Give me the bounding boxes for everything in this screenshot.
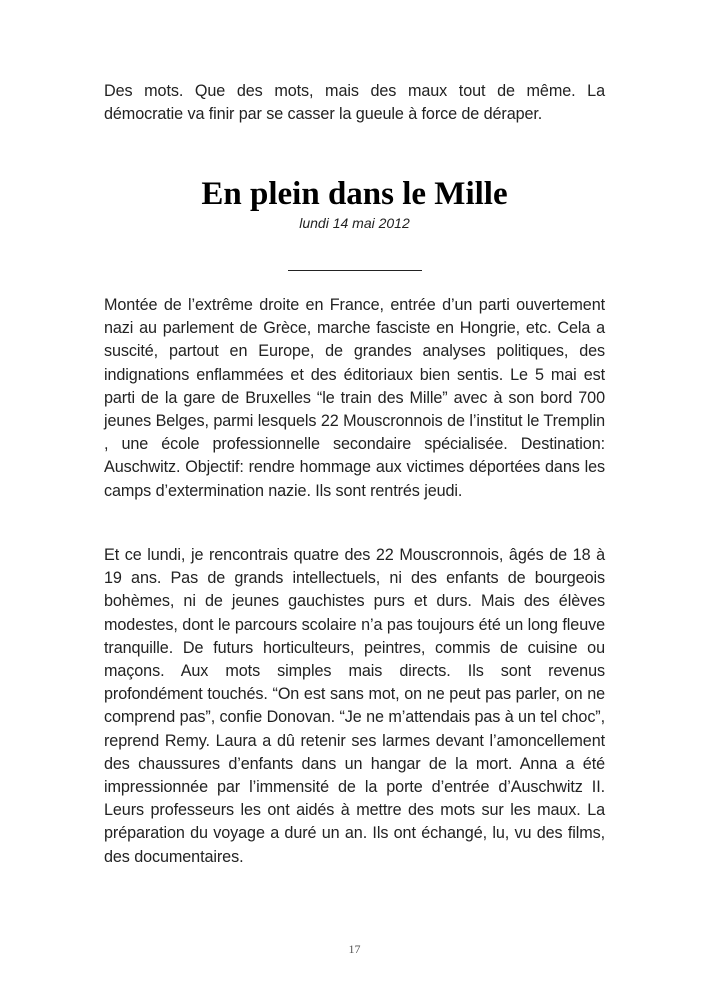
article-paragraph-1: Montée de l’extrême droite en France, entrée d’un parti ouvertement nazi au parlement de Grèce, marche fasciste en Hongrie, etc. Cela a suscité, partout en Europe, de grandes analyses politiques, des indignations enflammées et des éditoriaux bien sentis. Le 5 mai est parti de la gare de Bruxelles “le train des Mille” avec à son bord 700 jeunes Belges, parmi lesquels 22 Mouscronnois de l’institut le Tremplin , une école professionnelle secondaire spécialisée. Destination: Auschwitz. Objectif: rendre hommage aux victimes déportées dans les camps d’extermination nazie. Ils sont rentrés jeudi. — [104, 296, 605, 500]
section-divider — [288, 270, 422, 271]
article-title: En plein dans le Mille — [201, 176, 508, 212]
article-paragraph-2: Et ce lundi, je rencontrais quatre des 22 Mouscronnois, âgés de 18 à 19 ans. Pas de grands intellectuels, ni des enfants de bourgeois bohèmes, ni de jeunes gauchistes purs et durs. Mais des élèves modestes, dont le parcours scolaire n’a pas toujours été un long fleuve tranquille. De futurs horticulteurs, peintres, commis de cuisine ou maçons. Aux mots simples mais directs. Ils sont revenus profondément touchés. “On est sans mot, on ne peut pas parler, on ne comprend pas”, confie Donovan. “Je ne m’attendais pas à un tel choc”, reprend Remy. Laura a dû retenir ses larmes devant l’amoncellement des chaussures d’enfants dans un hangar de la mort. Anna a été impressionnée par l’immensité de la porte d’entrée d’Auschwitz II. Leurs professeurs les ont aidés à mettre des mots sur les maux. La préparation du voyage a duré un an. Ils ont échangé, lu, vu des films, des documentaires. — [104, 546, 605, 866]
intro-paragraph: Des mots. Que des mots, mais des maux tout de même. La démocratie va finir par se casser la gueule à force de déraper. — [104, 82, 605, 124]
page-number: 17 — [348, 942, 361, 956]
article-date: lundi 14 mai 2012 — [299, 215, 410, 231]
